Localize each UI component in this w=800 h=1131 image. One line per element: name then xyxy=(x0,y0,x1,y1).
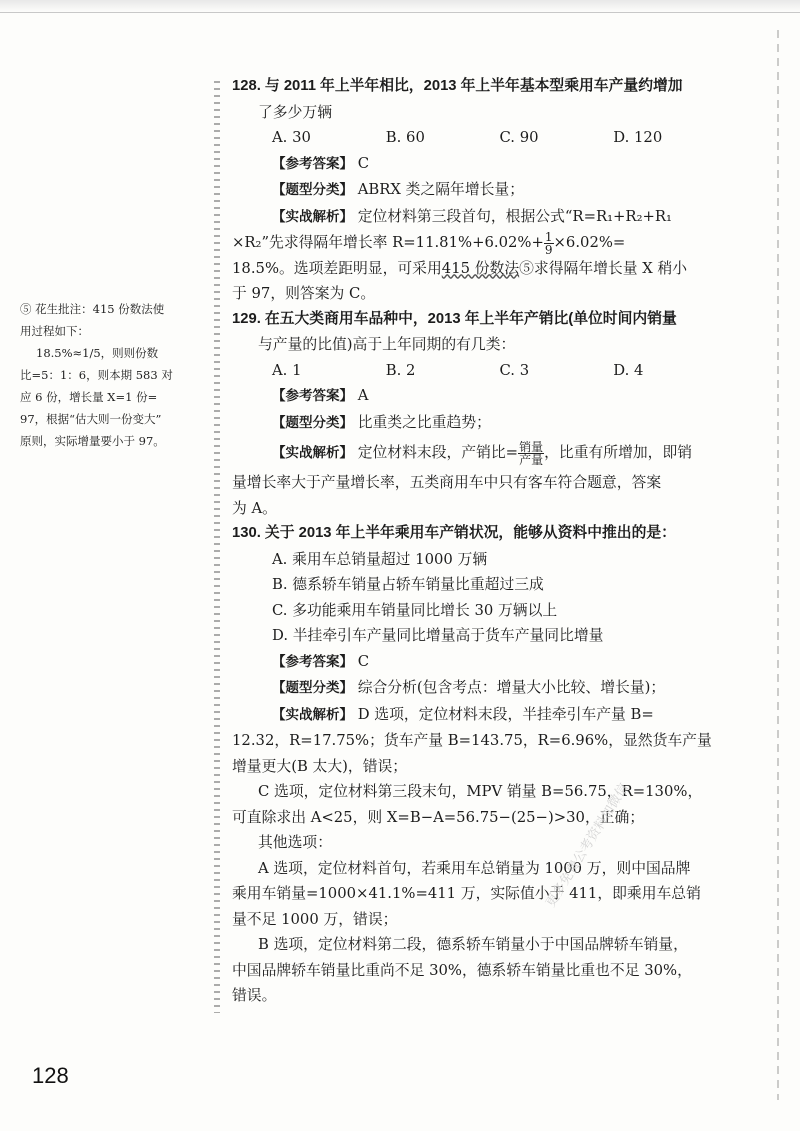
margin-wavy-divider xyxy=(214,78,220,1013)
q128-type xyxy=(232,177,727,204)
type-label: 【题型分类】 xyxy=(272,680,353,696)
answer-label: 【参考答案】 xyxy=(272,155,353,172)
q130-option-d: D. 半挂牵引车产量同比增量高于货车产量同比增量 xyxy=(272,627,604,644)
side-note-line: 18.5%≈1/5，则则份数 xyxy=(36,346,159,360)
analysis-label: 【实战解析】 xyxy=(272,445,353,461)
side-note-line: 原则，实际增量要小于 97。 xyxy=(20,434,165,448)
page-top-rule xyxy=(0,12,800,13)
analysis-label: 【实战解析】 xyxy=(272,706,353,723)
q130-answer xyxy=(232,649,727,676)
answer-value: C xyxy=(353,652,370,670)
q129-stem-line1: 129. 在五大类商用车品种中，2013 年上半年产销比(单位时间内销量 xyxy=(232,310,677,327)
answer-value: A xyxy=(353,387,369,404)
side-annotation xyxy=(20,298,212,452)
q128-stem-line1: 128. 与 2011 年上半年相比，2013 年上半年基本型乘用车产量约增加 xyxy=(232,78,683,94)
q129-analysis-line3: 为 A。 xyxy=(232,499,277,517)
q130-analysis-line: A 选项，定位材料首句，若乘用车总销量为 1000 万，则中国品牌 xyxy=(258,859,691,877)
q129-option-b: B. 2 xyxy=(385,361,416,379)
binding-gutter-line xyxy=(777,30,779,1100)
q128-stem-line2: 了多少万辆 xyxy=(258,103,332,121)
q129-type xyxy=(232,410,727,437)
q130-analysis-line: 量不足 1000 万，错误； xyxy=(232,910,398,928)
q130-type xyxy=(232,675,727,702)
type-label: 【题型分类】 xyxy=(272,414,353,431)
q129-option-a: A. 1 xyxy=(272,361,302,379)
q130-analysis-line: 可直除求出 A<25，则 X=B−A=56.75−(25−)>30，正确； xyxy=(232,808,645,826)
method-415-underlined: 415 份数法 xyxy=(441,259,520,277)
answer-label: 【参考答案】 xyxy=(272,653,353,670)
q128-option-c: C. 90 xyxy=(499,129,539,146)
q130-analysis-line: 错误。 xyxy=(232,987,277,1004)
q130-option-a: A. 乘用车总销量超过 1000 万辆 xyxy=(272,550,488,568)
type-value: ABRX 类之隔年增长量； xyxy=(353,181,525,198)
type-label: 【题型分类】 xyxy=(272,182,353,198)
page-number: 128 xyxy=(32,1063,69,1088)
side-note-line: 用过程如下： xyxy=(20,324,89,338)
q128-option-a: A. 30 xyxy=(272,129,311,146)
type-value: 比重类之比重趋势； xyxy=(353,413,491,431)
q128-analysis-line1: 【实战解析】 定位材料第三段首句，根据公式“R=R₁+R₂+R₁ xyxy=(272,207,672,225)
q130-analysis-line: B 选项，定位材料第二段，德系轿车销量小于中国品牌轿车销量， xyxy=(258,936,688,953)
side-note-line: ⑤ 花生批注：415 份数法使 xyxy=(20,302,165,316)
page-top-shadow xyxy=(0,0,800,12)
q128-analysis-line2: ×R₂”先求得隔年增长率 R=11.81%+6.02%+ $\frac{1}{9}$ ×6.02%= xyxy=(232,229,626,257)
main-text-column xyxy=(232,74,727,1009)
side-note-line: 比=5：1：6，则本期 583 对 xyxy=(20,368,173,382)
answer-value: C xyxy=(353,154,370,172)
q129-stem-line2: 与产量的比值)高于上年同期的有几类： xyxy=(258,336,516,353)
q130-analysis-line1: 【实战解析】 D 选项，定位材料末段，半挂牵引车产量 B= xyxy=(272,705,654,723)
q130-stem: 130. 关于 2013 年上半年乘用车产销状况，能够从资料中推出的是： xyxy=(232,525,676,541)
q130-analysis-line: 其他选项： xyxy=(258,834,332,851)
answer-label: 【参考答案】 xyxy=(272,388,353,404)
q128-answer xyxy=(232,151,727,178)
type-value: 综合分析(包含考点：增量大小比较、增长量)； xyxy=(353,679,666,696)
q130-analysis-line: 乘用车销量=1000×41.1%=411 万，实际值小于 411，即乘用车总销 xyxy=(232,885,701,902)
analysis-label: 【实战解析】 xyxy=(272,208,353,225)
fraction-one-ninth: $\frac{1}{9}$ xyxy=(544,229,553,257)
q129-option-c: C. 3 xyxy=(499,361,530,379)
q130-option-c: C. 多功能乘用车销量同比增长 30 万辆以上 xyxy=(272,601,558,619)
q128-option-d: D. 120 xyxy=(613,129,663,146)
q130-analysis-line: 12.32，R=17.75%；货车产量 B=143.75，R=6.96%，显然货车产量 xyxy=(232,732,712,749)
q130-analysis-line: 增量更大(B 太大)，错误； xyxy=(232,757,408,775)
q130-analysis-line: 中国品牌轿车销量比重尚不足 30%，德系轿车销量比重也不足 30%， xyxy=(232,961,692,979)
q129-analysis-line1: 【实战解析】 定位材料末段，产销比= $\frac{\text{销量}}{\text{产量}}$ ，比重有所增加，即销 xyxy=(272,439,693,467)
side-note-line: 应 6 份，增长量 X=1 份= xyxy=(20,390,158,404)
q128-option-b: B. 60 xyxy=(385,129,425,146)
q129-answer xyxy=(232,383,727,410)
q128-analysis-line4: 于 97，则答案为 C。 xyxy=(232,285,376,302)
q129-analysis-line2: 量增长率大于产量增长率，五类商用车中只有客车符合题意，答案 xyxy=(232,474,662,491)
q129-options xyxy=(232,358,727,384)
q129-option-d: D. 4 xyxy=(613,361,644,379)
q128-analysis-line3: 18.5%。选项差距明显，可采用415 份数法⑤求得隔年增长量 X 稍小 xyxy=(232,259,688,277)
faint-watermark: 更多免费公考资料加微信 xyxy=(543,780,632,911)
side-note-line: 97，根据“估大则一份变大” xyxy=(20,412,162,426)
q130-analysis-line: C 选项，定位材料第三段末句，MPV 销量 B=56.75，R=130%， xyxy=(258,783,703,800)
q128-options xyxy=(232,125,727,151)
fraction-sales-over-production: $\frac{\text{销量}}{\text{产量}}$ xyxy=(519,439,544,467)
q130-option-b: B. 德系轿车销量占轿车销量比重超过三成 xyxy=(272,576,544,593)
